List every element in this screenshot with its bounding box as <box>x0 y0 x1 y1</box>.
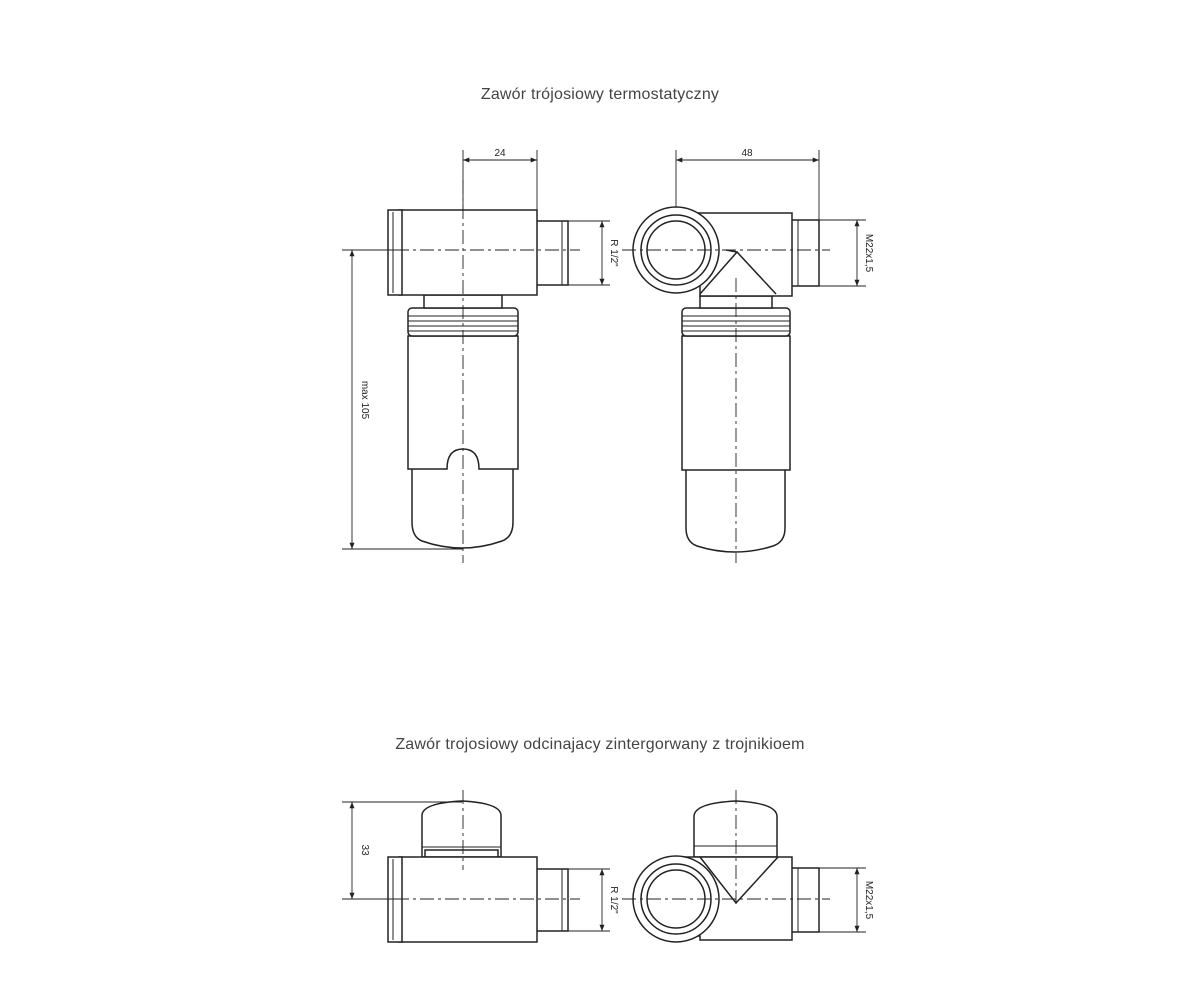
title-shutoff-valve: Zawór trojosiowy odcinajacy zintergorwany z trojnikioem <box>395 736 805 753</box>
shutoff-valve-front-view <box>633 801 819 942</box>
dimension-label-48: 48 <box>741 148 753 159</box>
dimension-label-r12-bottom: R 1/2" <box>608 886 619 914</box>
dimension-label-max-105: max 105 <box>359 380 370 420</box>
dimension-label-33: 33 <box>359 844 370 856</box>
dimension-label-m22-bottom: M22x1,5 <box>863 880 874 920</box>
shutoff-valve-side-view <box>388 801 568 942</box>
thermostatic-valve-front-view <box>633 207 819 552</box>
title-thermostatic-valve: Zawór trójosiowy termostatyczny <box>480 86 720 103</box>
thermostatic-valve-side-view <box>388 210 568 548</box>
dimension-label-24: 24 <box>494 148 506 159</box>
dimension-label-r12-top: R 1/2" <box>608 239 619 267</box>
dimension-label-m22-top: M22x1,5 <box>863 233 874 273</box>
